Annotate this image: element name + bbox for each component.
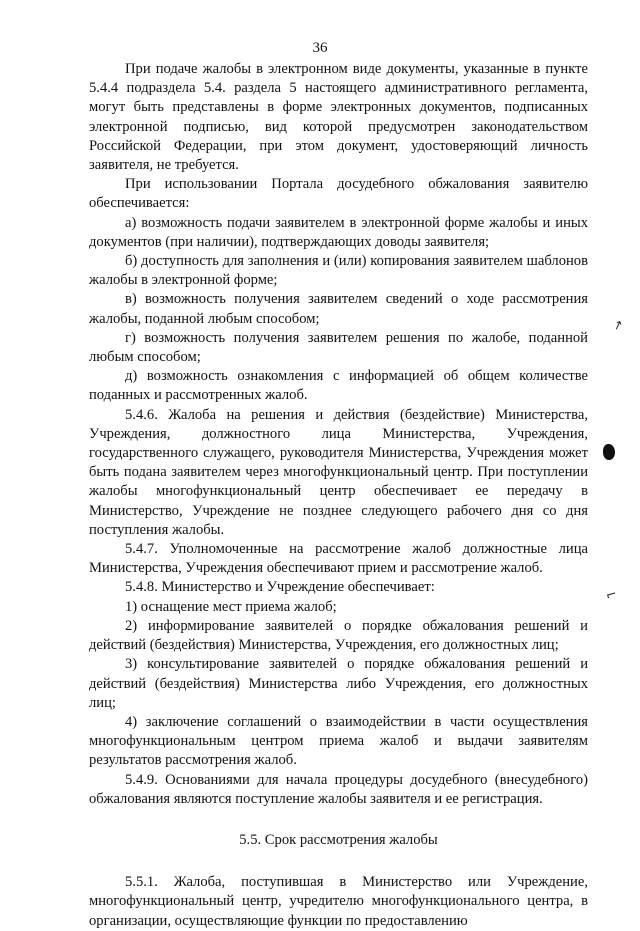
- clause-5-5-1: 5.5.1. Жалоба, поступившая в Министерство или Учреждение, многофункциональный центр, учредителю многофункционального центра, в организации, осуществляющие функции по предоставлению: [89, 874, 588, 929]
- paragraph-electronic-submission: При подаче жалобы в электронном виде документы, указанные в пункте 5.4.4 подраздела 5.4. раздела 5 настоящего административного регламента, могут быть представлены в форме электронных документов, подписанных электронной подписью, вид которой предусмотрен законодательством Российской Федерации, при этом документ, удостоверяющий личность заявителя, не требуется.: [89, 61, 588, 174]
- scan-artifact-mark: ↗: [610, 316, 626, 334]
- list-item-a: а) возможность подачи заявителем в электронной форме жалобы и иных документов (при наличии), подтверждающих доводы заявителя;: [89, 214, 588, 250]
- clause-5-4-6: 5.4.6. Жалоба на решения и действия (бездействие) Министерства, Учреждения, должностного лица Министерства, Учреждения, государственного служащего, руководителя Министерства, Учреждения может быть подана заявителем через многофункциональный центр. При поступлении жалобы многофункциональный центр обеспечивает ее передачу в Министерство, Учреждение не позднее следующего рабочего дня со дня поступления жалобы.: [89, 406, 588, 538]
- list-item-v: в) возможность получения заявителем сведений о ходе рассмотрения жалобы, поданной любым способом;: [89, 291, 588, 327]
- list-item-g: г) возможность получения заявителем решения по жалобе, поданной любым способом;: [89, 329, 588, 366]
- list-item-d: д) возможность ознакомления с информацией об общем количестве поданных и рассмотренных жалоб.: [89, 368, 588, 404]
- clause-5-4-8: 5.4.8. Министерство и Учреждение обеспечивает:: [125, 579, 435, 596]
- scan-artifact-blot: [603, 444, 615, 460]
- scan-artifact-mark: ⌐: [604, 586, 619, 605]
- paragraph-portal-intro: При использовании Портала досудебного обжалования заявителю обеспечивается:: [89, 176, 588, 212]
- list-item-3: 3) консультирование заявителей о порядке обжалования решений и действий (бездействия) Министерства либо Учреждения, его должностных лиц;: [89, 656, 588, 711]
- list-item-4: 4) заключение соглашений о взаимодействии в части осуществления многофункциональным центром приема жалоб и выдачи заявителям результатов рассмотрения жалоб.: [89, 713, 588, 769]
- clause-5-4-9: 5.4.9. Основаниями для начала процедуры досудебного (внесудебного) обжалования являются поступление жалобы заявителя и ее регистрация.: [89, 771, 588, 807]
- document-body: [89, 60, 588, 931]
- page-number: 36: [312, 40, 328, 56]
- list-item-b: б) доступность для заполнения и (или) копирования заявителем шаблонов жалобы в электронной форме;: [89, 253, 588, 289]
- list-item-2: 2) информирование заявителей о порядке обжалования решений и действий (бездействия) Министерства, Учреждения, его должностных лиц;: [89, 617, 588, 654]
- section-heading: 5.5. Срок рассмотрения жалобы: [239, 831, 438, 848]
- list-item-1: 1) оснащение мест приема жалоб;: [125, 598, 337, 615]
- clause-5-4-7: 5.4.7. Уполномоченные на рассмотрение жалоб должностные лица Министерства, Учреждения обеспечивают прием и рассмотрение жалоб.: [89, 541, 588, 577]
